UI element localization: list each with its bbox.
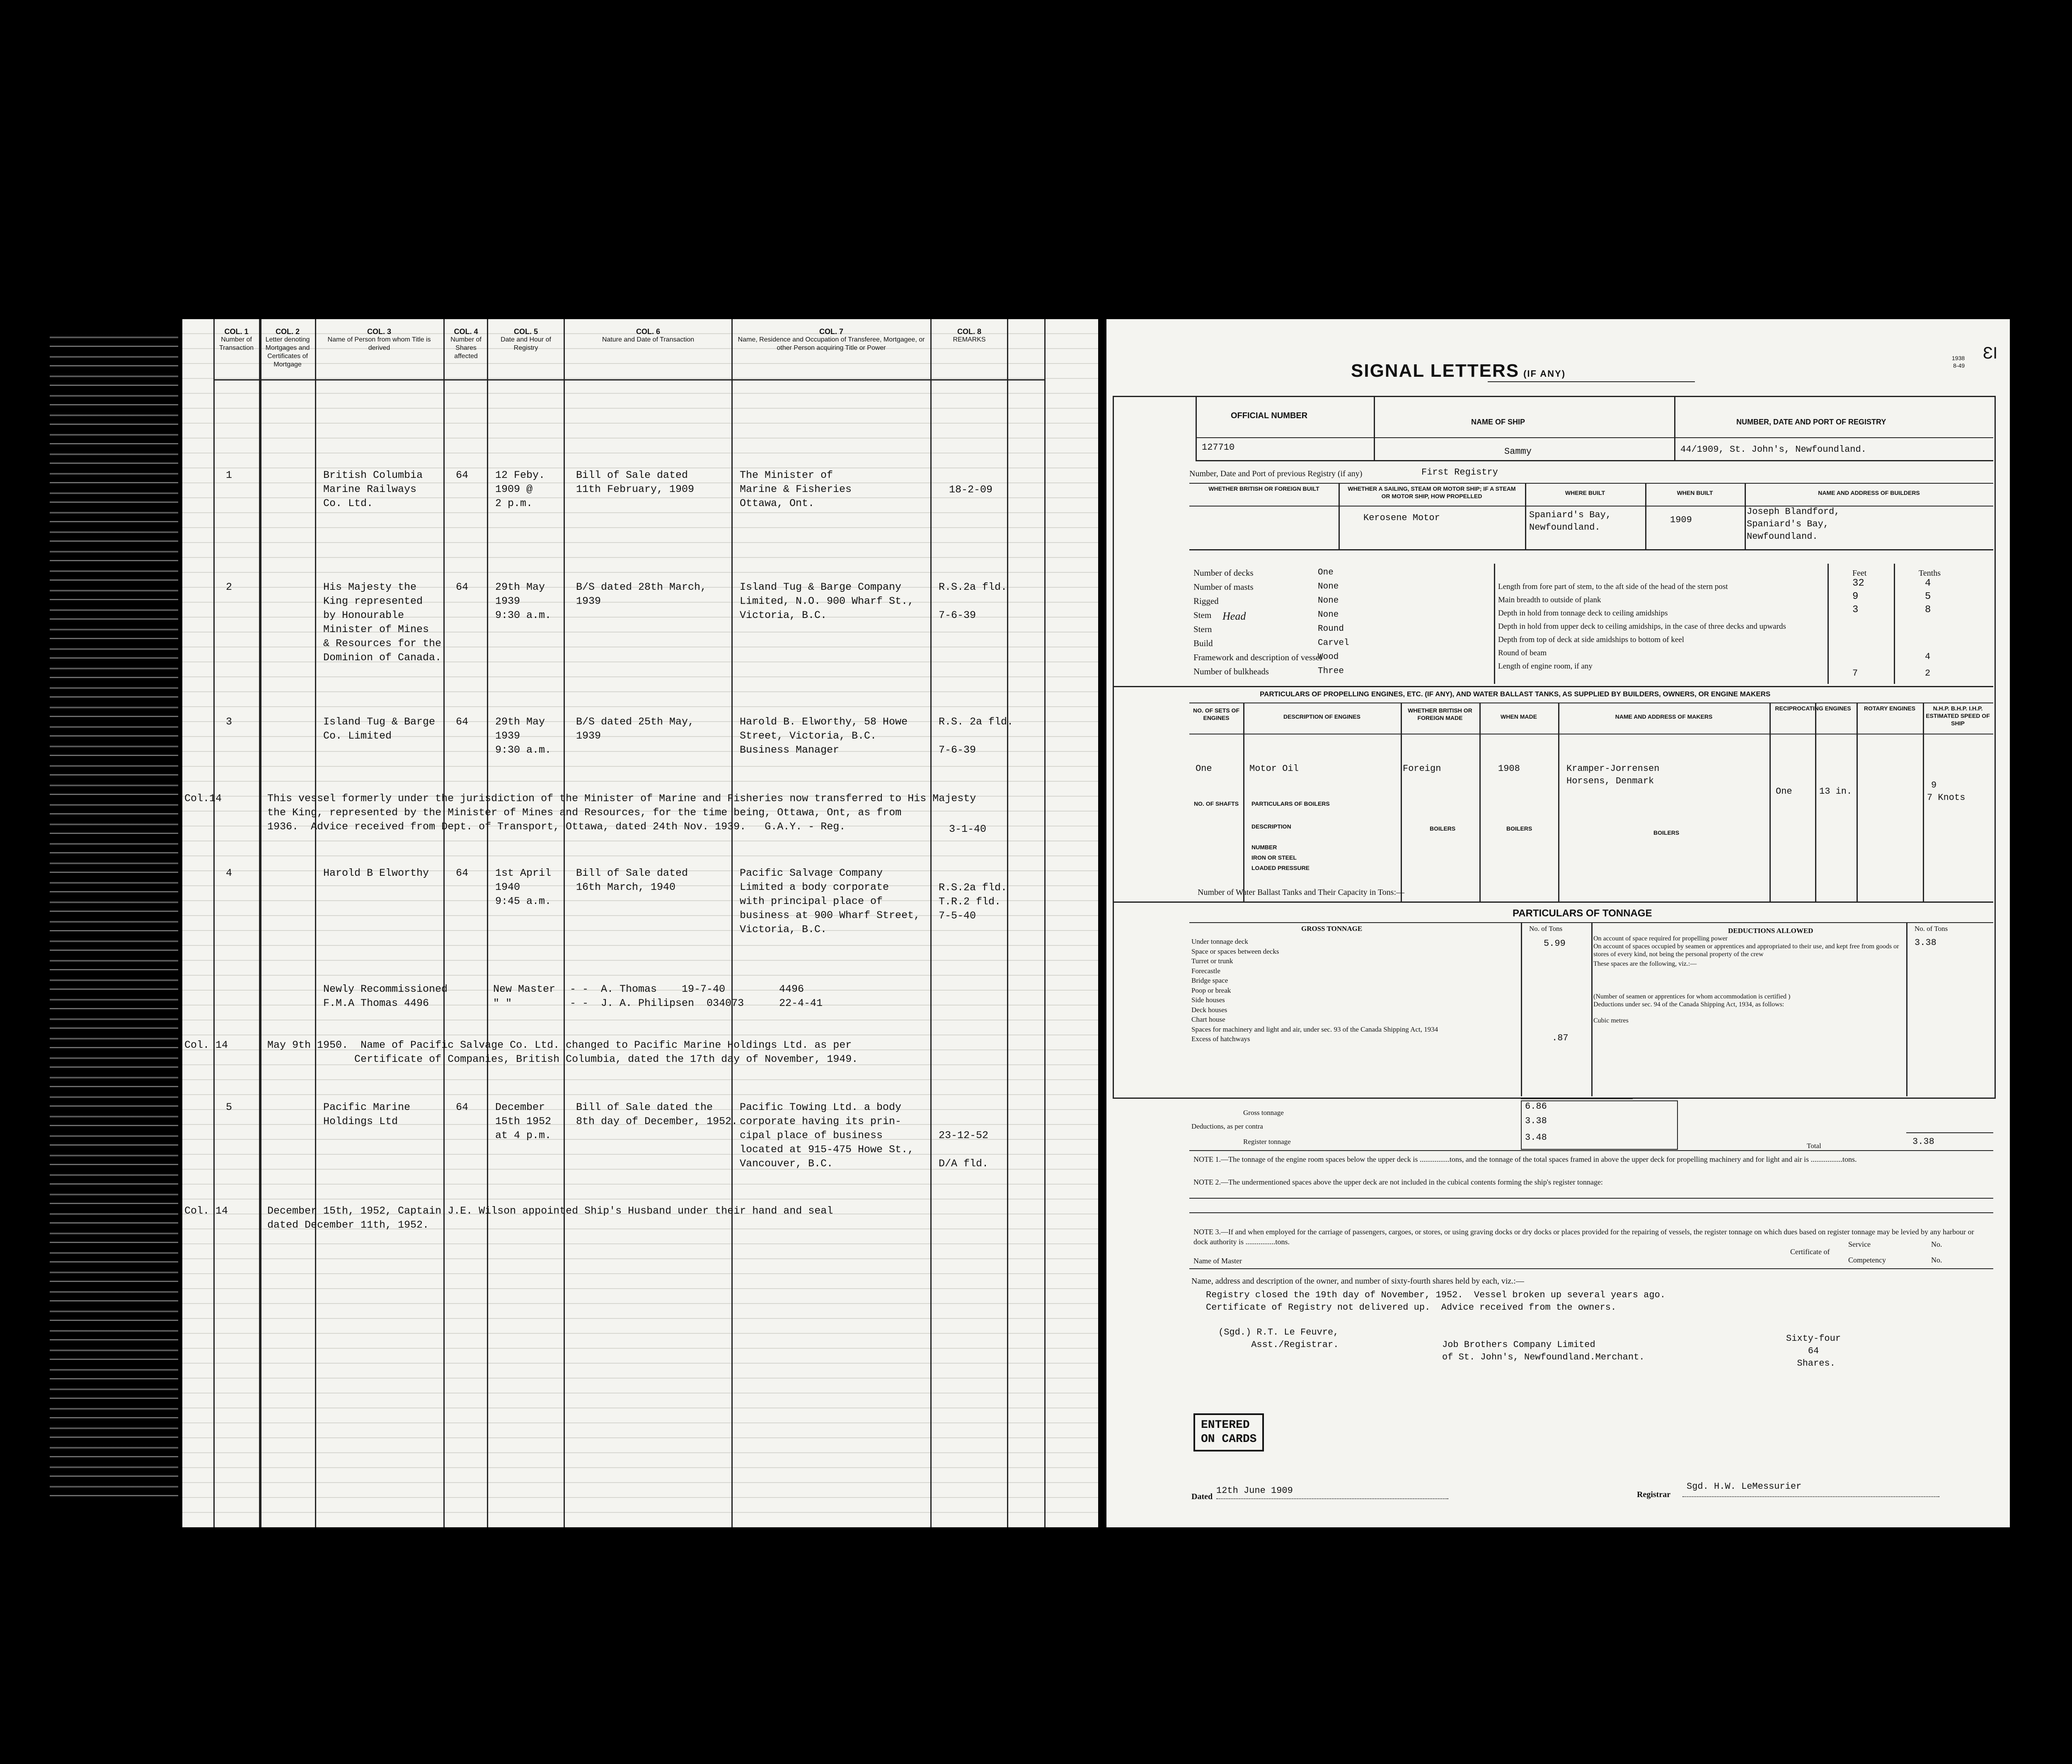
total-label: Total bbox=[1807, 1142, 1821, 1150]
entry-2-remarks: R.S.2a fld. 7-6-39 bbox=[939, 581, 1007, 621]
certificate-of-label: Certificate of bbox=[1790, 1248, 1830, 1256]
recommission-master: New Master " " bbox=[493, 983, 556, 1009]
deck-houses-tons: .87 bbox=[1552, 1033, 1569, 1043]
vessel-dimensions: Length from fore part of stem, to the aft side of the head of the stern post Main breadth to outside of plank Depth in hold from tonnage deck to ceiling amidships Depth in hold from upper deck to ceiling amidships, in the case of three decks and upwards Depth from top of deck at side amidships to bottom of keel Round of beam Length of engine room, if any bbox=[1498, 582, 1786, 671]
tonnage-title: PARTICULARS OF TONNAGE bbox=[1513, 908, 1652, 919]
col1-header: COL. 1 Number of Transaction bbox=[219, 327, 254, 351]
entry-5-number: 5 bbox=[226, 1101, 232, 1113]
builders: Joseph Blandford, Spaniard's Bay, Newfoundland. bbox=[1747, 506, 1840, 542]
deduction-items: On account of space required for propelling power On account of spaces occupied by seamen or apprentices and appropriated to their use, and kept free from goods or stores of every kind, not being the personal property of the crew These spaces are the following, viz.:— (Number of seamen or apprentices for whom accommodation is certified ) Deductions under sec. 94 of the Canada Shipping Act, 1934, as follows: Cubic metres bbox=[1593, 935, 1899, 1024]
entered-on-cards-stamp: ENTERED ON CARDS bbox=[1193, 1413, 1264, 1451]
builders-header: NAME AND ADDRESS OF BUILDERS bbox=[1818, 489, 1920, 496]
registry-port: 44/1909, St. John's, Newfoundland. bbox=[1680, 444, 1866, 455]
british-built-header: WHETHER BRITISH OR FOREIGN BUILT bbox=[1208, 485, 1319, 492]
entry-1-transferee: The Minister of Marine & Fisheries Ottawa, Ont. bbox=[740, 469, 852, 509]
col3-header: COL. 3 Name of Person from whom Title is derived bbox=[327, 327, 431, 351]
gross-tonnage-header: GROSS TONNAGE bbox=[1301, 925, 1363, 933]
entry-1-from: British Columbia Marine Railways Co. Ltd. bbox=[323, 469, 423, 509]
book-page-edges bbox=[50, 327, 178, 1505]
owner-description-label: Name, address and description of the owner, and number of sixty-fourth shares held by each, viz.:— bbox=[1191, 1277, 1524, 1286]
gross-items: Under tonnage deck Space or spaces between decks Turret or trunk Forecastle Bridge space Poop or break Side houses Deck houses Chart house Spaces for machinery and light and air, under sec. 93 of the Canada Shipping Act, 1934 Excess of hatchways bbox=[1191, 938, 1438, 1043]
engine-room-feet: 7 bbox=[1852, 668, 1858, 678]
feature-framework: Framework and description of vessel Wood bbox=[1193, 652, 1339, 662]
boilers-made-label: BOILERS bbox=[1430, 825, 1456, 832]
boilers-when-label: BOILERS bbox=[1506, 825, 1532, 832]
note-2-text: May 9th 1950. Name of Pacific Salvage Co. Ltd. changed to Pacific Marine Holdings Ltd. as per Certificate of Companies, British Columbia, dated the 17th day of November, 1949. bbox=[267, 1039, 858, 1065]
note-1: NOTE 1.—The tonnage of the engine room spaces below the upper deck is ................tons, and the tonnage of the total spaces framed in above the upper deck for propelling machinery and for light and air is .................tons. bbox=[1193, 1155, 1857, 1163]
col2-header: COL. 2 Letter denoting Mortgages and Certificates of Mortgage bbox=[265, 327, 310, 368]
shafts-header: NO. OF SHAFTS bbox=[1193, 800, 1239, 807]
entry-4-transferee: Pacific Salvage Company Limited a body corporate with principal place of business at 900 Wharf Street, Victoria, B.C. bbox=[740, 867, 920, 935]
engine-makers: Kramper-Jorrensen Horsens, Denmark bbox=[1566, 763, 1660, 786]
engine-sets-header: NO. OF SETS OF ENGINES bbox=[1193, 707, 1239, 721]
feature-decks: Number of decks One bbox=[1193, 568, 1334, 578]
dated-label: Dated bbox=[1191, 1492, 1213, 1501]
registrar-label: Registrar bbox=[1637, 1490, 1671, 1499]
registrar-line bbox=[1682, 1496, 1939, 1497]
entry-3-nature: B/S dated 25th May, 1939 bbox=[576, 716, 695, 742]
master-label: Name of Master bbox=[1193, 1257, 1242, 1265]
owner: Job Brothers Company Limited of St. John's, Newfoundland.Merchant. bbox=[1442, 1340, 1645, 1362]
when-built: 1909 bbox=[1670, 515, 1692, 525]
under-deck-tons: 5.99 bbox=[1544, 938, 1566, 949]
registry-certificate-page bbox=[1106, 319, 2010, 1527]
note-2: NOTE 2.—The undermentioned spaces above the upper deck are not included in the cubical contents forming the ship's register tonnage: bbox=[1193, 1178, 1603, 1186]
dimension-feet: 32 9 3 bbox=[1852, 578, 1864, 615]
engine-stroke: 13 in. bbox=[1819, 786, 1852, 797]
boilers-makers-label: BOILERS bbox=[1653, 829, 1680, 836]
service-label: Service bbox=[1848, 1240, 1871, 1248]
recommission-cert: 4496 22-4-41 bbox=[779, 983, 823, 1009]
boiler-description-label: DESCRIPTION bbox=[1251, 823, 1291, 830]
tons-header: No. of Tons bbox=[1529, 925, 1563, 933]
ship-name: Sammy bbox=[1504, 446, 1532, 457]
deductions-label: Deductions, as per contra bbox=[1191, 1122, 1263, 1130]
previous-registry-label: Number, Date and Port of previous Registry (if any) bbox=[1189, 469, 1363, 478]
hp-speed-header: N.H.P. B.H.P. I.H.P. ESTIMATED SPEED OF SHIP bbox=[1926, 705, 1990, 727]
note-2-label: Col. 14 bbox=[184, 1039, 228, 1051]
reciprocating-header: RECIPROCATING ENGINES bbox=[1775, 705, 1851, 712]
ship-name-label: NAME OF SHIP bbox=[1471, 418, 1525, 426]
entry-5-remarks: 23-12-52 D/A fld. bbox=[939, 1129, 989, 1170]
entry-4-number: 4 bbox=[226, 867, 232, 879]
engine-cylinders: One bbox=[1776, 786, 1792, 797]
competency-label: Competency bbox=[1848, 1256, 1886, 1264]
entry-2-nature: B/S dated 28th March, 1939 bbox=[576, 581, 707, 607]
ballast-tanks-label: Number of Water Ballast Tanks and Their Capacity in Tons:— bbox=[1198, 888, 1405, 897]
total-deductions: 3.38 bbox=[1912, 1136, 1934, 1147]
entry-2-shares: 64 bbox=[456, 581, 469, 593]
col5-header: COL. 5 Date and Hour of Registry bbox=[501, 327, 551, 351]
entry-4-from: Harold B Elworthy bbox=[323, 867, 429, 879]
note-3-label: Col. 14 bbox=[184, 1205, 228, 1217]
note-1-remark: 3-1-40 bbox=[949, 823, 987, 835]
note-1-text: This vessel formerly under the jurisdiction of the Minister of Marine and Fisheries now transferred to His Majesty the King, represented by the Minister of Mines and Resources, for the time being, Ottawa, Ont, as from 1936. Advice received from Dept. of Transport, Ottawa, dated 24th Nov. 1939. G.A.Y. - Reg. bbox=[267, 792, 976, 833]
registry-closure: Registry closed the 19th day of November, 1952. Vessel broken up several years ago. Certificate of Registry not delivered up. Advice received from the owners. bbox=[1206, 1290, 1665, 1313]
dimension-tenths: 4 5 8 bbox=[1925, 578, 1931, 615]
register-tonnage-label: Register tonnage bbox=[1243, 1138, 1291, 1146]
feature-build: Build Carvel bbox=[1193, 638, 1349, 648]
owner-shares: Sixty-four 64 Shares. bbox=[1786, 1333, 1841, 1369]
engine-makers-header: NAME AND ADDRESS OF MAKERS bbox=[1615, 713, 1713, 720]
assistant-registrar-signature: (Sgd.) R.T. Le Feuvre, Asst./Registrar. bbox=[1218, 1327, 1339, 1350]
engines-title: PARTICULARS OF PROPELLING ENGINES, ETC. (IF ANY), AND WATER BALLAST TANKS, AS SUPPLIED BY BUILDERS, OWNERS, OR ENGINE MAKERS bbox=[1260, 690, 1771, 698]
entry-1-shares: 64 bbox=[456, 469, 469, 481]
entry-3-shares: 64 bbox=[456, 716, 469, 728]
entry-3-date: 29th May 1939 9:30 a.m. bbox=[495, 716, 552, 756]
boiler-number-label: NUMBER bbox=[1251, 844, 1277, 850]
col4-header: COL. 4 Number of Shares affected bbox=[450, 327, 482, 360]
folio-mark: ƐI bbox=[1983, 344, 1998, 362]
feature-stem: Stem Head None bbox=[1193, 610, 1339, 622]
boiler-material-label: IRON OR STEEL bbox=[1251, 854, 1297, 861]
register-tonnage: 3.48 bbox=[1525, 1132, 1547, 1143]
service-no-label: No. bbox=[1931, 1240, 1942, 1248]
propelling-deduction: 3.38 bbox=[1915, 938, 1936, 948]
boilers-header: PARTICULARS OF BOILERS bbox=[1251, 800, 1330, 807]
entry-2-date: 29th May 1939 9:30 a.m. bbox=[495, 581, 552, 621]
entry-2-number: 2 bbox=[226, 581, 232, 593]
when-built-header: WHEN BUILT bbox=[1677, 489, 1713, 496]
deductions-header: DEDUCTIONS ALLOWED bbox=[1728, 927, 1813, 935]
feature-rigged: Rigged None bbox=[1193, 596, 1339, 606]
propulsion-header: WHETHER A SAILING, STEAM OR MOTOR SHIP; IF A STEAM OR MOTOR SHIP, HOW PROPELLED bbox=[1348, 485, 1516, 499]
registry-port-label: NUMBER, DATE AND PORT OF REGISTRY bbox=[1736, 418, 1886, 426]
entry-4-remarks: R.S.2a fld. T.R.2 fld. 7-5-40 bbox=[939, 882, 1007, 922]
recommission-name: Newly Recommissioned F.M.A Thomas 4496 bbox=[323, 983, 448, 1009]
entry-3-remarks: R.S. 2a fld. 7-6-39 bbox=[939, 716, 1014, 756]
note-3-text: December 15th, 1952, Captain J.E. Wilson appointed Ship's Husband under their hand and seal dated December 11th, 1952. bbox=[267, 1205, 833, 1231]
engine-made: Foreign bbox=[1403, 763, 1441, 774]
entry-2-transferee: Island Tug & Barge Company Limited, N.O. 900 Wharf St., Victoria, B.C. bbox=[740, 581, 914, 621]
entry-1-remarks: 18-2-09 bbox=[949, 484, 993, 496]
feet-header: Feet bbox=[1852, 569, 1867, 578]
engine-year: 1908 bbox=[1498, 763, 1520, 774]
entry-5-from: Pacific Marine Holdings Ltd bbox=[323, 1101, 411, 1127]
entry-3-number: 3 bbox=[226, 716, 232, 728]
engine-made-header: WHETHER BRITISH OR FOREIGN MADE bbox=[1408, 707, 1472, 721]
entry-2-from: His Majesty the King represented by Honourable Minister of Mines & Resources for the Dominion of Canada. bbox=[323, 581, 442, 664]
signal-letters-title: SIGNAL LETTERS (IF ANY) bbox=[1351, 361, 1566, 381]
note-3: NOTE 3.—If and when employed for the carriage of passengers, cargoes, or stores, or using graving docks or dry docks or places provided for the repairing of vessels, the register tonnage on which dues based on register tonnage may be levied by any harbour or dock authority is ................tons. bbox=[1193, 1228, 1974, 1246]
engine-desc-header: DESCRIPTION OF ENGINES bbox=[1283, 713, 1360, 720]
engine-when-header: WHEN MADE bbox=[1501, 713, 1537, 720]
col6-header: COL. 6 Nature and Date of Transaction bbox=[602, 327, 695, 343]
entry-3-transferee: Harold B. Elworthy, 58 Howe Street, Victoria, B.C. Business Manager bbox=[740, 716, 908, 756]
entry-1-nature: Bill of Sale dated 11th February, 1909 bbox=[576, 469, 695, 495]
propulsion: Kerosene Motor bbox=[1363, 513, 1440, 523]
dated-line bbox=[1216, 1498, 1448, 1499]
ship-speed: 7 Knots bbox=[1927, 792, 1965, 803]
tenths-header: Tenths bbox=[1919, 569, 1941, 578]
transactions-register-page bbox=[182, 319, 1098, 1527]
previous-registry: First Registry bbox=[1421, 467, 1498, 477]
entry-5-shares: 64 bbox=[456, 1101, 469, 1113]
form-code: 1938 8-49 bbox=[1952, 355, 1965, 369]
where-built-header: WHERE BUILT bbox=[1565, 489, 1605, 496]
signal-letters-line bbox=[1488, 381, 1695, 382]
official-number-label: OFFICIAL NUMBER bbox=[1231, 411, 1308, 420]
engine-description: Motor Oil bbox=[1249, 763, 1299, 774]
engine-hp: 9 bbox=[1931, 780, 1937, 790]
stem-handwritten: Head bbox=[1222, 610, 1246, 622]
entry-5-date: December 15th 1952 at 4 p.m. bbox=[495, 1101, 552, 1141]
feature-masts: Number of masts None bbox=[1193, 582, 1339, 592]
where-built: Spaniard's Bay, Newfoundland. bbox=[1529, 510, 1612, 533]
vessel-features bbox=[1193, 568, 1525, 681]
dated: 12th June 1909 bbox=[1216, 1485, 1293, 1496]
entry-3-from: Island Tug & Barge Co. Limited bbox=[323, 716, 436, 742]
registrar: Sgd. H.W. LeMessurier bbox=[1687, 1481, 1802, 1492]
entry-4-shares: 64 bbox=[456, 867, 469, 879]
rotary-header: ROTARY ENGINES bbox=[1864, 705, 1916, 712]
round-of-beam-tenths: 4 bbox=[1925, 652, 1931, 662]
col8-header: COL. 8 REMARKS bbox=[953, 327, 986, 343]
entry-5-nature: Bill of Sale dated the 8th day of December, 1952. bbox=[576, 1101, 738, 1127]
entry-4-date: 1st April 1940 9:45 a.m. bbox=[495, 867, 552, 907]
feature-stern: Stern Round bbox=[1193, 624, 1344, 634]
gross-tonnage-label: Gross tonnage bbox=[1243, 1109, 1284, 1117]
engine-sets: One bbox=[1196, 763, 1212, 774]
deduction-tons-header: No. of Tons bbox=[1915, 925, 1948, 933]
official-number: 127710 bbox=[1202, 442, 1235, 453]
deductions-value: 3.38 bbox=[1525, 1116, 1547, 1126]
note-1-label: Col.14 bbox=[184, 792, 222, 804]
col7-header: COL. 7 Name, Residence and Occupation of Transferee, Mortgagee, or other Person acquiring Title or Power bbox=[738, 327, 925, 351]
competency-no-label: No. bbox=[1931, 1256, 1942, 1264]
entry-1-number: 1 bbox=[226, 469, 232, 481]
entry-1-date: 12 Feby. 1909 @ 2 p.m. bbox=[495, 469, 545, 509]
feature-bulkheads: Number of bulkheads Three bbox=[1193, 666, 1344, 676]
recommission-detail: - - A. Thomas 19-7-40 - - J. A. Philipsen 034073 bbox=[570, 983, 744, 1009]
entry-4-nature: Bill of Sale dated 16th March, 1940 bbox=[576, 867, 688, 893]
engine-room-tenths: 2 bbox=[1925, 668, 1931, 678]
entry-5-transferee: Pacific Towing Ltd. a body corporate having its prin- cipal place of business located at 915-475 Howe St., Vancouver, B.C. bbox=[740, 1101, 914, 1170]
boiler-pressure-label: LOADED PRESSURE bbox=[1251, 865, 1310, 871]
gross-tonnage: 6.86 bbox=[1525, 1101, 1547, 1112]
